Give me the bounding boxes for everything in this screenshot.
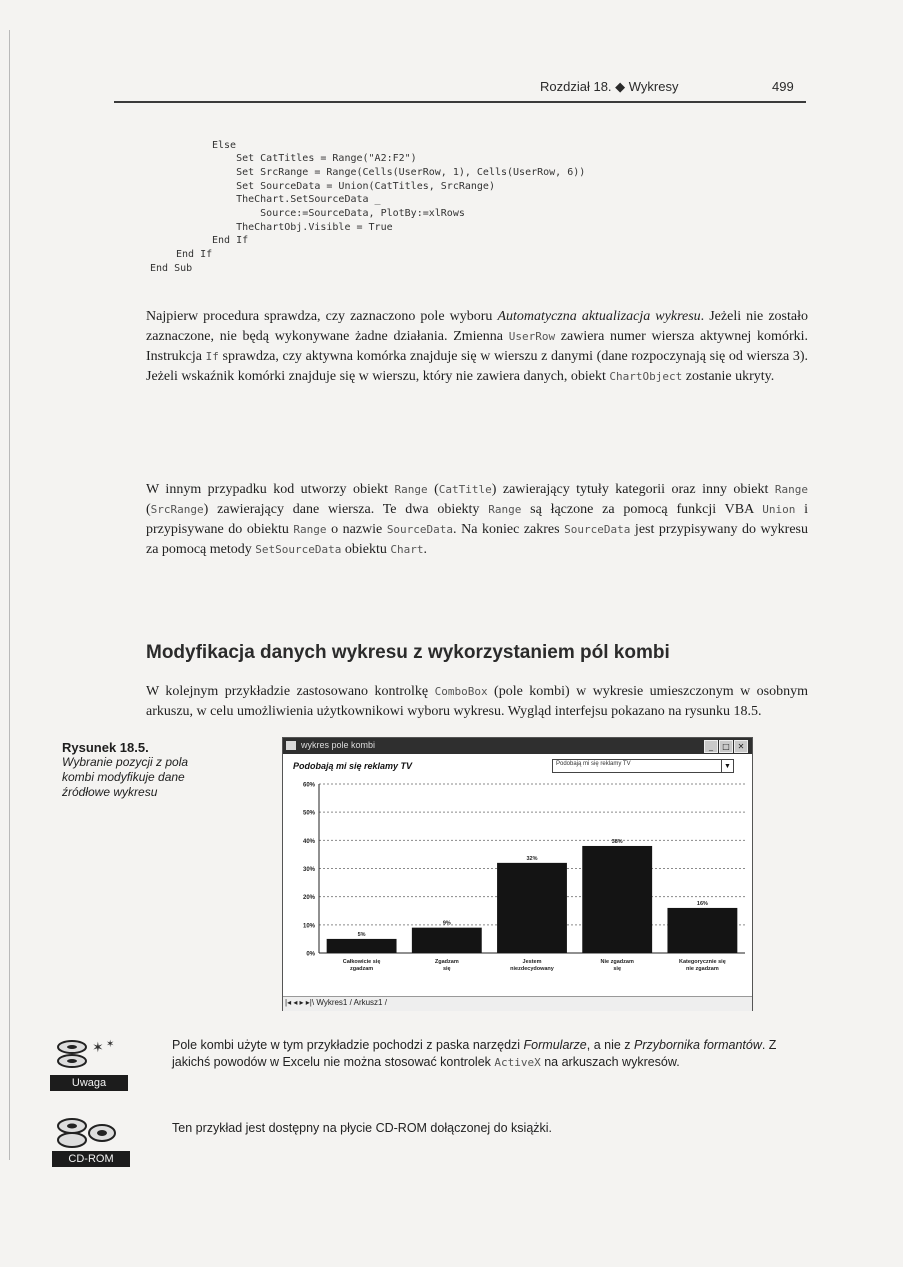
x-category-label: Jestem niezdecydowany (510, 959, 554, 972)
warning-icon (50, 1034, 130, 1074)
chart-combobox[interactable] (552, 759, 734, 773)
bar-value-label: 38% (611, 838, 623, 845)
bar-value-label: 16% (696, 900, 708, 907)
bar-value-label: 32% (526, 855, 538, 862)
bar-value-label: 9% (442, 920, 451, 927)
running-header: Rozdział 18. ◆ Wykresy (540, 79, 679, 94)
code-line: TheChart.SetSourceData _ (212, 194, 381, 205)
chart-title: Podobają mi się reklamy TV (293, 761, 413, 771)
code-line: Set SrcRange = Range(Cells(UserRow, 1), Cells(UserRow, 6)) (212, 167, 586, 178)
code-line: Set CatTitles = Range("A2:F2") (212, 153, 417, 164)
bar (497, 863, 567, 953)
section-heading: Modyfikacja danych wykresu z wykorzystaniem pól kombi (146, 642, 670, 663)
bar (327, 939, 397, 953)
cd-rom-note-text: Ten przykład jest dostępny na płycie CD-ROM dołączonej do książki. (172, 1121, 553, 1135)
figure-number: Rysunek 18.5. (62, 740, 149, 755)
x-category-label: Nie zgadzam się (600, 959, 634, 972)
page-number: 499 (772, 79, 794, 94)
paragraph-range-objects: W innym przypadku kod utworzy obiekt Range (CatTitle) zawierający tytuły kategorii oraz inny obiekt Range (SrcRange) zawierający dane wiersza. Te dwa obiekty Range są łączone za pomocą funkcji VBA Union i przypisywane do obiektu Range o nazwie SourceData. Na koniec zakres SourceData jest przypisywany do wykresu za pomocą metody SetSourceData obiektu Chart. (146, 482, 809, 557)
maximize-button[interactable]: □ (719, 740, 733, 753)
combobox-value: Podobają mi się reklamy TV (556, 761, 631, 767)
sheet-tabs-text[interactable]: |◂ ◂ ▸ ▸|\ Wykres1 / Arkusz1 / (285, 998, 387, 1007)
code-line: Source:=SourceData, PlotBy:=xlRows (212, 208, 465, 219)
code-line: TheChartObj.Visible = True (212, 222, 393, 233)
bar (412, 928, 482, 953)
bar-value-label: 5% (357, 931, 366, 938)
y-tick-label: 50% (302, 810, 315, 817)
y-tick-label: 60% (302, 782, 315, 789)
y-tick-label: 0% (306, 951, 315, 958)
minimize-button[interactable]: _ (704, 740, 718, 753)
note-badge-cd-rom: CD-ROM (52, 1151, 130, 1167)
figure-caption-text: Wybranie pozycji z pola kombi modyfikuje dane źródłowe wykresu (62, 755, 189, 799)
y-tick-label: 10% (302, 923, 315, 930)
code-line: End If (176, 249, 213, 260)
paragraph-combobox-intro: W kolejnym przykładzie zastosowano kontrolkę ComboBox (pole kombi) w wykresie umieszczonym w osobnym arkuszu, w celu umożliwienia użytkownikowi wyboru wykresu. Wygląd interfejsu pokazano na rysunku 18.5. (146, 684, 808, 719)
code-line: End Sub (150, 263, 193, 274)
excel-app-icon (286, 741, 296, 750)
bar (582, 846, 652, 953)
svg-text:✶: ✶ (92, 1040, 104, 1056)
svg-text:✶: ✶ (106, 1039, 115, 1050)
code-line: End If (212, 235, 249, 246)
window-title: wykres pole kombi (301, 740, 376, 750)
y-tick-label: 40% (302, 838, 315, 845)
combobox-dropdown-button[interactable]: ▼ (721, 760, 733, 772)
y-tick-label: 20% (302, 895, 315, 902)
code-line: Else (212, 140, 237, 151)
header-rule (114, 101, 806, 103)
x-category-label: Zgadzam się (434, 959, 459, 972)
chart-window (282, 737, 753, 1011)
window-title-bar[interactable] (283, 738, 752, 754)
paragraph-procedure-check: Najpierw procedura sprawdza, czy zaznaczono pole wyboru Automatyczna aktualizacja wykresu. Jeżeli nie zostało zaznaczone, nie będą wykonywane żadne działania. Zmienna UserRow zawiera numer wiersza aktywnej komórki. Instrukcja If sprawdza, czy aktywna komórka znajduje się w wierszu z danymi (dane rozpoczynają się od wiersza 3). Jeżeli wskaźnik komórki znajduje się w wierszu, który nie zawiera danych, obiekt ChartObject zostanie ukryty. (146, 309, 808, 384)
page-margin-line (9, 30, 10, 1160)
x-category-label: Całkowicie się zgadzam (342, 959, 381, 972)
figure-caption (62, 740, 202, 800)
x-category-label: Kategorycznie się nie zgadzam (679, 959, 726, 972)
note-badge-uwaga: Uwaga (50, 1075, 128, 1091)
close-button[interactable]: ✕ (734, 740, 748, 753)
code-line: Set SourceData = Union(CatTitles, SrcRange) (212, 181, 495, 192)
y-tick-label: 30% (302, 867, 315, 873)
note-text: Pole kombi użyte w tym przykładzie pochodzi z paska narzędzi Formularze, a nie z Przybornika formantów. Z jakichś powodów w Excelu nie można stosować kontrolek ActiveX na arkuszach wykresów. (172, 1038, 777, 1069)
bar (667, 908, 737, 953)
cd-rom-icon (52, 1115, 132, 1151)
bar-chart (283, 776, 752, 996)
sheet-tab-bar[interactable] (283, 996, 752, 1011)
